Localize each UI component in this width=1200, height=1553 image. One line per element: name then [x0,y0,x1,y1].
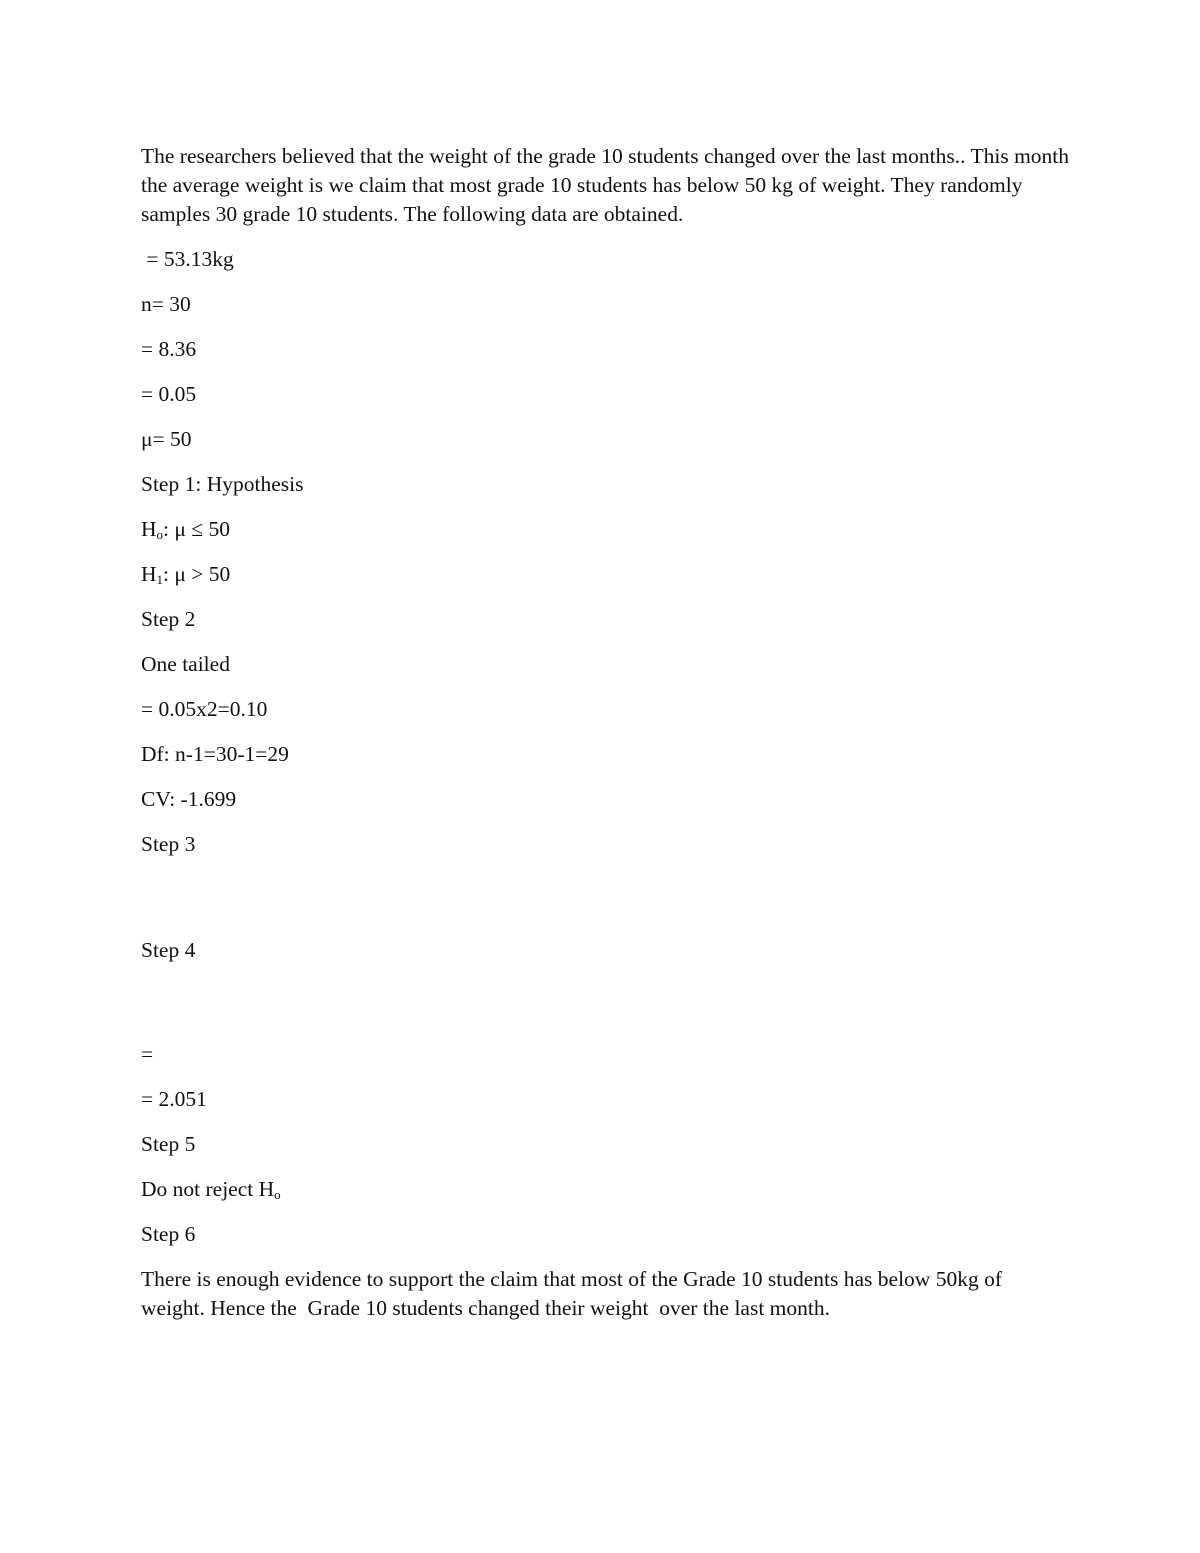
h1-subscript: 1 [156,572,164,587]
intro-paragraph: The researchers believed that the weight of the grade 10 students changed over the last months.. This month the average weight is we claim that most grade 10 students has below 50 kg of weight. They randomly samples 30 grade 10 students. The following data are obtained. [141,144,1075,226]
step3-blank-space [141,875,1071,936]
step3-title: Step 3 [141,832,196,856]
given-mean: = 53.13kg [141,247,234,271]
h1-statement: : μ > 50 [163,562,231,586]
step4-equation: = [141,1042,154,1066]
step1-title: Step 1: Hypothesis [141,472,304,496]
given-sd: = 8.36 [141,337,197,361]
decision-subscript: o [274,1187,281,1202]
h0-subscript: o [156,527,164,542]
given-alpha: = 0.05 [141,382,197,406]
document-body [141,142,1075,1339]
h1-letter: H [141,562,157,586]
h0-statement: : μ ≤ 50 [163,517,230,541]
alpha-calc: = 0.05x2=0.10 [141,697,268,721]
critical-value: CV: -1.699 [141,787,237,811]
decision [141,1175,1071,1204]
null-hypothesis [141,515,1071,544]
tail-type: One tailed [141,652,230,676]
step4-title: Step 4 [141,938,196,962]
h0-letter: H [141,517,157,541]
step4-blank-space [141,981,1071,1040]
conclusion-paragraph: There is enough evidence to support the claim that most of the Grade 10 students has below 50kg of weight. Hence the Grade 10 students changed their weight over the last month. [141,1267,1008,1320]
step5-title: Step 5 [141,1132,196,1156]
decision-text: Do not reject H [141,1177,275,1201]
degrees-freedom: Df: n-1=30-1=29 [141,742,289,766]
step4-result: = 2.051 [141,1087,207,1111]
alt-hypothesis [141,560,1071,589]
given-n: n= 30 [141,292,191,316]
given-mu: μ= 50 [141,427,192,451]
step6-title: Step 6 [141,1222,196,1246]
step2-title: Step 2 [141,607,196,631]
